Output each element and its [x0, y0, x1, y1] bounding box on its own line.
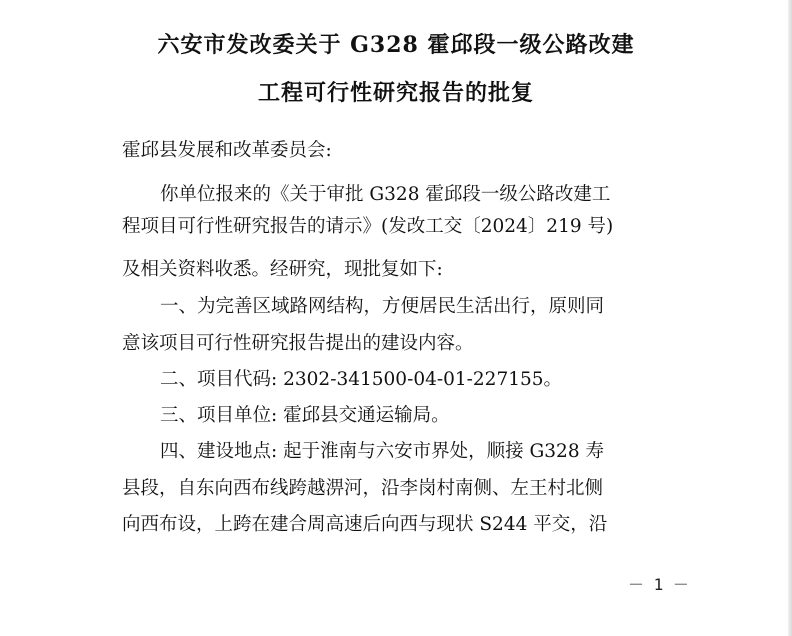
paragraph-line: 四、建设地点: 起于淮南与六安市界处，顺接 G328 寿	[160, 441, 604, 462]
paragraph-line: 意该项目可行性研究报告提出的建设内容。	[122, 333, 474, 354]
project-unit-line: 三、项目单位: 霍邱县交通运输局。	[160, 405, 450, 426]
page-number: － 1 －	[628, 575, 689, 594]
paragraph-line: 你单位报来的《关于审批 G328 霍邱段一级公路改建工	[160, 184, 611, 205]
paragraph-line: 一、为完善区域路网结构，方便居民生活出行，原则同	[160, 296, 605, 317]
paragraph-line: 及相关资料收悉。经研究，现批复如下:	[122, 259, 443, 280]
paragraph-line: 程项目可行性研究报告的请示》(发改工交〔2024〕219 号)	[122, 216, 614, 237]
paragraph-line: 县段，自东向西布线跨越淠河，沿李岗村南侧、左王村北侧	[122, 478, 604, 499]
addressee: 霍邱县发展和改革委员会:	[122, 140, 332, 161]
project-code-line: 二、项目代码: 2302-341500-04-01-227155。	[160, 369, 563, 390]
document-title-line-1: 六安市发改委关于 G328 霍邱段一级公路改建	[157, 32, 635, 58]
paragraph-line: 向西布设，上跨在建合周高速后向西与现状 S244 平交，沿	[122, 514, 608, 535]
scan-edge-shadow	[788, 0, 792, 636]
document-title-line-2: 工程可行性研究报告的批复	[257, 80, 534, 106]
